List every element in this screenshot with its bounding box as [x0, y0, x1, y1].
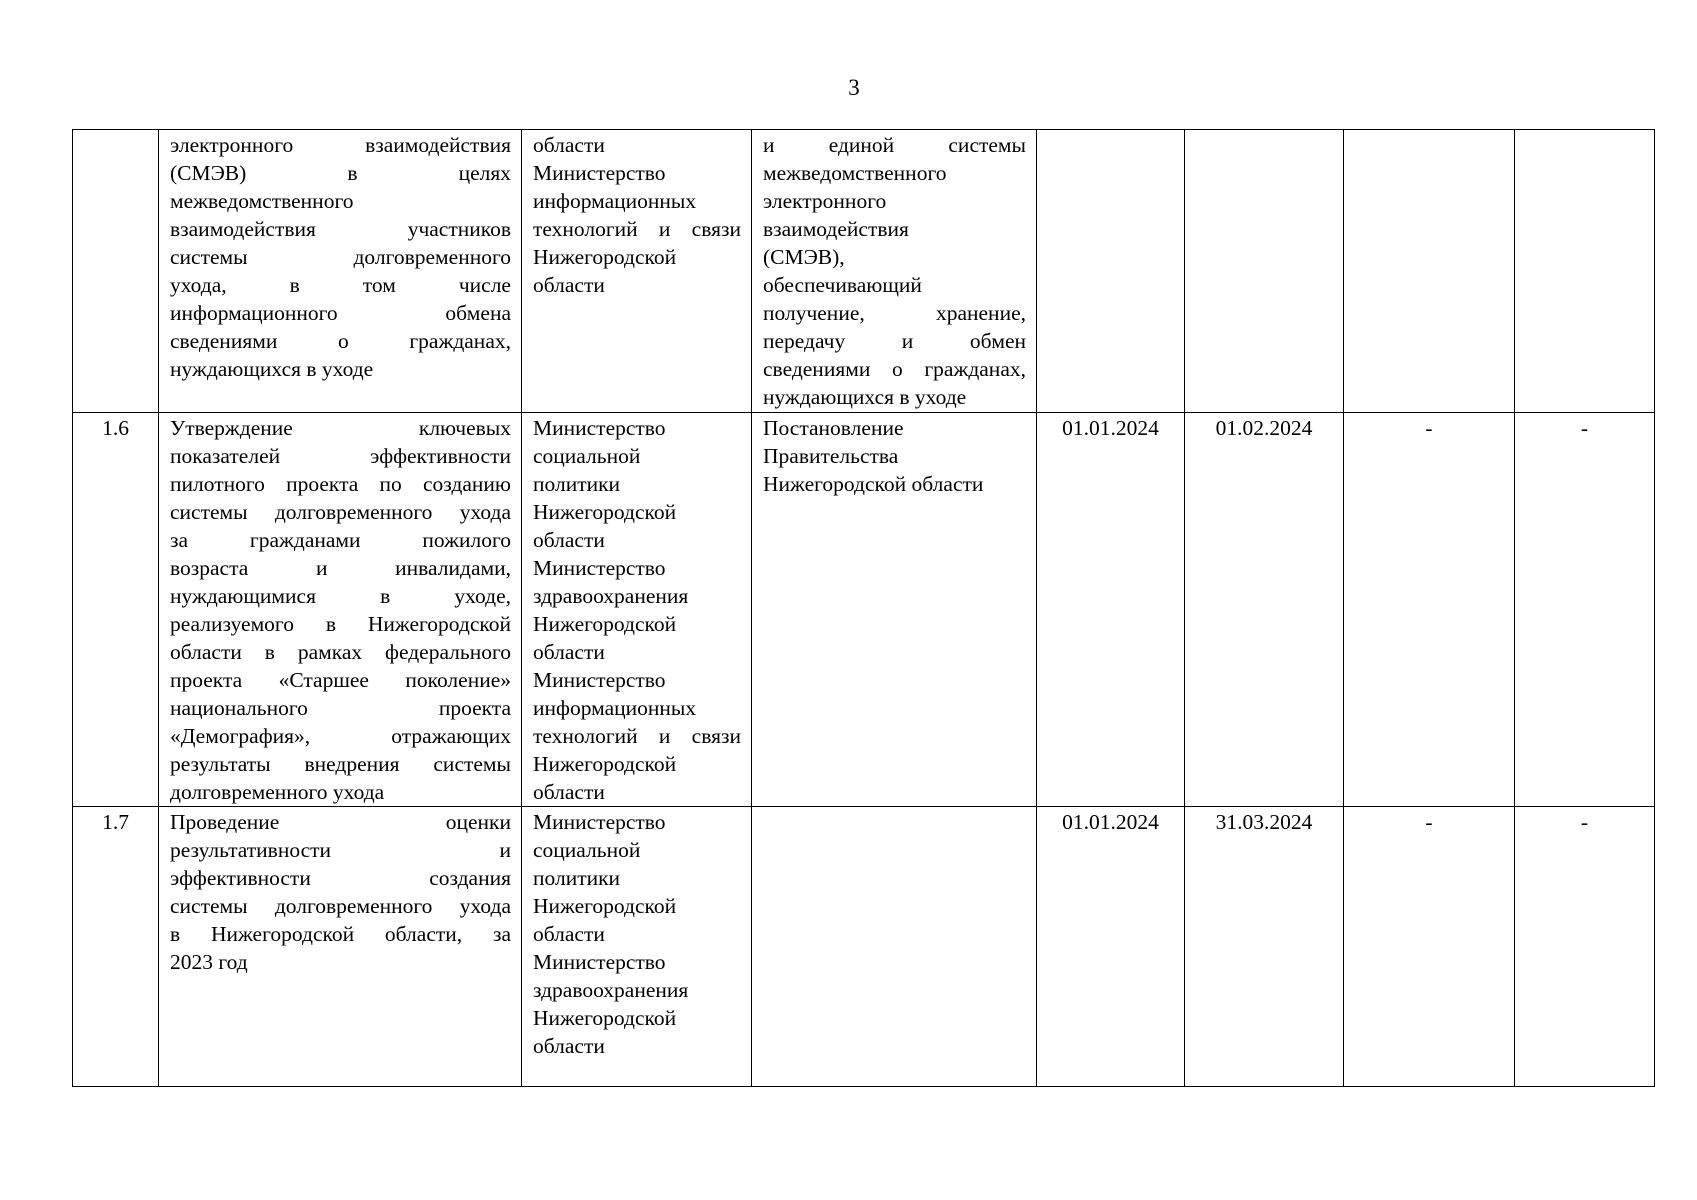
cell-line: Нижегородской области	[763, 472, 984, 496]
word: результативности	[170, 838, 332, 862]
cell-line: Министерство	[533, 416, 666, 440]
cell-line: информационных	[533, 696, 697, 720]
cell-responsible	[522, 130, 752, 413]
cell-paragraph	[533, 948, 741, 1060]
cell-paragraph	[533, 414, 741, 554]
word: и	[658, 724, 671, 748]
cell-line: Правительства	[763, 444, 899, 468]
word: том	[362, 273, 396, 297]
word: «Старшее	[278, 668, 369, 692]
cell-line: информационных	[533, 189, 697, 213]
cell-line: здравоохранения	[533, 584, 689, 608]
word: в	[170, 922, 181, 946]
word: ухода	[459, 500, 511, 524]
cell-line: Нижегородской	[533, 1006, 677, 1030]
cell-line	[763, 131, 1026, 159]
cell-col-7	[1344, 413, 1515, 807]
word: области	[170, 640, 242, 664]
cell-line: Министерство	[533, 161, 666, 185]
cell-line	[170, 610, 511, 638]
cell-responsible	[522, 807, 752, 1087]
cell-line	[170, 722, 511, 750]
word: единой	[828, 133, 895, 157]
word: по	[379, 472, 402, 496]
word: федерального	[385, 640, 511, 664]
table-row	[73, 130, 1655, 413]
cell-line: области	[533, 1034, 605, 1058]
word: электронного	[170, 133, 294, 157]
word: поколение»	[405, 668, 511, 692]
word: взаимодействия	[170, 217, 316, 241]
word: гражданах,	[409, 329, 511, 353]
word: ухода,	[170, 273, 227, 297]
word: долговременного	[274, 500, 433, 524]
word: долговременного	[353, 245, 511, 269]
cell-line	[170, 271, 511, 299]
word: в	[380, 584, 391, 608]
plan-table-body	[73, 130, 1655, 1087]
word: созданию	[423, 472, 511, 496]
word: проекта	[170, 668, 243, 692]
word: пилотного	[170, 472, 265, 496]
word: гражданах,	[924, 357, 1026, 381]
word: Нижегородской	[367, 612, 511, 636]
word: проекта	[286, 472, 359, 496]
cell-line	[170, 131, 511, 159]
cell-line	[170, 750, 511, 778]
cell-start-date-text	[1041, 131, 1180, 159]
cell-paragraph	[763, 131, 1026, 411]
word: обмен	[969, 329, 1026, 353]
cell-paragraph	[170, 808, 511, 976]
cell-line: взаимодействия	[763, 217, 909, 241]
word: долговременного	[274, 894, 433, 918]
cell-paragraph	[533, 666, 741, 806]
table-row	[73, 807, 1655, 1087]
cell-measure	[159, 130, 522, 413]
word: системы	[170, 894, 248, 918]
cell-line: Нижегородской	[533, 752, 677, 776]
cell-line	[170, 243, 511, 271]
cell-start-date-text: 01.01.2024	[1062, 810, 1159, 834]
word: и	[315, 556, 328, 580]
cell-start-date	[1037, 413, 1185, 807]
cell-line: (СМЭВ),	[763, 245, 845, 269]
word: о	[337, 329, 349, 353]
cell-end-date	[1185, 413, 1344, 807]
cell-col-8-text: -	[1580, 416, 1589, 440]
cell-line: политики	[533, 472, 621, 496]
cell-line	[170, 666, 511, 694]
cell-result	[752, 413, 1037, 807]
cell-line: обеспечивающий	[763, 273, 922, 297]
cell-number	[73, 130, 159, 413]
cell-line	[533, 722, 741, 750]
cell-result	[752, 130, 1037, 413]
cell-line: социальной	[533, 444, 641, 468]
cell-paragraph	[763, 414, 1026, 498]
word: сведениями	[170, 329, 278, 353]
word: возраста	[170, 556, 249, 580]
word: нуждающимися	[170, 584, 316, 608]
word: связи	[691, 217, 741, 241]
cell-line: области	[533, 273, 605, 297]
cell-line: Нижегородской	[533, 894, 677, 918]
cell-col-7	[1344, 807, 1515, 1087]
word: (СМЭВ)	[170, 161, 247, 185]
cell-line	[170, 892, 511, 920]
cell-start-date	[1037, 807, 1185, 1087]
word: в	[289, 273, 300, 297]
cell-line	[170, 470, 511, 498]
cell-col-8-text	[1519, 131, 1650, 159]
cell-line: области	[533, 133, 605, 157]
cell-line	[763, 355, 1026, 383]
cell-line	[170, 864, 511, 892]
word: внедрения	[304, 752, 400, 776]
cell-col-8	[1515, 130, 1655, 413]
cell-paragraph	[170, 414, 511, 806]
cell-line	[170, 526, 511, 554]
word: оценки	[445, 810, 511, 834]
cell-start-date-text: 01.01.2024	[1062, 416, 1159, 440]
word: отражающих	[391, 724, 511, 748]
word: системы	[170, 500, 248, 524]
word: в	[264, 640, 275, 664]
cell-number	[73, 807, 159, 1087]
cell-line: политики	[533, 866, 621, 890]
word: системы	[170, 245, 248, 269]
cell-responsible	[522, 413, 752, 807]
word: технологий	[533, 217, 638, 241]
word: пожилого	[422, 528, 511, 552]
cell-line	[763, 327, 1026, 355]
cell-line: области	[533, 640, 605, 664]
cell-col-7	[1344, 130, 1515, 413]
word: ключевых	[418, 416, 511, 440]
cell-line	[170, 554, 511, 582]
cell-line	[170, 414, 511, 442]
cell-line: нуждающихся в уходе	[763, 385, 967, 409]
word: Проведение	[170, 810, 280, 834]
word: системы	[948, 133, 1026, 157]
word: числе	[458, 273, 511, 297]
cell-col-7-text	[1348, 131, 1510, 159]
cell-line: области	[533, 528, 605, 552]
cell-line: нуждающихся в уходе	[170, 357, 374, 381]
word: и	[658, 217, 671, 241]
cell-measure	[159, 413, 522, 807]
cell-number-text: 1.7	[102, 810, 129, 834]
word: в	[325, 612, 336, 636]
cell-end-date	[1185, 807, 1344, 1087]
cell-line	[170, 215, 511, 243]
word: рамках	[297, 640, 363, 664]
word: области,	[384, 922, 463, 946]
cell-line: Нижегородской	[533, 500, 677, 524]
cell-start-date	[1037, 130, 1185, 413]
word: Утверждение	[170, 416, 293, 440]
word: взаимодействия	[365, 133, 511, 157]
word: создания	[429, 866, 511, 890]
cell-line: межведомственного	[170, 189, 354, 213]
cell-line: Министерство	[533, 556, 666, 580]
word: гражданами	[249, 528, 361, 552]
cell-paragraph	[533, 131, 741, 159]
word: результаты	[170, 752, 271, 776]
word: эффективности	[370, 444, 511, 468]
word: национального	[170, 696, 308, 720]
cell-line: Нижегородской	[533, 612, 677, 636]
word: о	[891, 357, 903, 381]
cell-line	[170, 498, 511, 526]
cell-line: Постановление	[763, 416, 904, 440]
cell-line	[170, 299, 511, 327]
cell-line	[763, 299, 1026, 327]
word: реализуемого	[170, 612, 294, 636]
word: передачу	[763, 329, 846, 353]
word: информационного	[170, 301, 338, 325]
cell-end-date-text: 01.02.2024	[1215, 416, 1313, 440]
cell-line	[170, 442, 511, 470]
plan-table	[72, 129, 1655, 1087]
cell-line: Нижегородской	[533, 245, 677, 269]
cell-line: межведомственного	[763, 161, 947, 185]
word: получение,	[763, 301, 865, 325]
cell-paragraph	[533, 808, 741, 948]
cell-col-8	[1515, 413, 1655, 807]
cell-line: Министерство	[533, 950, 666, 974]
cell-line: здравоохранения	[533, 978, 689, 1002]
cell-number	[73, 413, 159, 807]
word: за	[492, 922, 511, 946]
word: и	[763, 133, 775, 157]
cell-result	[752, 807, 1037, 1087]
cell-line: Министерство	[533, 810, 666, 834]
cell-paragraph	[170, 131, 511, 383]
word: инвалидами,	[395, 556, 511, 580]
word: технологий	[533, 724, 638, 748]
cell-line: социальной	[533, 838, 641, 862]
word: «Демография»,	[170, 724, 311, 748]
word: и	[499, 838, 511, 862]
cell-measure	[159, 807, 522, 1087]
cell-end-date-text	[1189, 131, 1339, 159]
cell-col-8-text: -	[1580, 810, 1589, 834]
cell-paragraph	[533, 159, 741, 299]
cell-paragraph	[533, 554, 741, 666]
word: сведениями	[763, 357, 871, 381]
cell-end-date-text: 31.03.2024	[1215, 810, 1313, 834]
cell-line: долговременного ухода	[170, 780, 385, 804]
page-number: 3	[848, 75, 860, 100]
word: участников	[407, 217, 511, 241]
cell-number-text	[77, 131, 154, 159]
table-row	[73, 413, 1655, 807]
word: обмена	[445, 301, 511, 325]
cell-line	[170, 582, 511, 610]
word: за	[170, 528, 189, 552]
cell-line	[170, 638, 511, 666]
cell-col-7-text: -	[1425, 810, 1433, 834]
word: и	[901, 329, 914, 353]
cell-number-text: 1.6	[102, 416, 129, 440]
word: связи	[691, 724, 741, 748]
word: системы	[433, 752, 511, 776]
cell-line	[170, 920, 511, 948]
word: Нижегородской	[210, 922, 355, 946]
word: уходе,	[454, 584, 511, 608]
cell-col-8	[1515, 807, 1655, 1087]
cell-line	[170, 836, 511, 864]
word: показателей	[170, 444, 281, 468]
word: ухода	[459, 894, 511, 918]
word: в	[347, 161, 358, 185]
word: проекта	[438, 696, 511, 720]
cell-line: области	[533, 922, 605, 946]
cell-col-7-text: -	[1425, 416, 1433, 440]
cell-line: Министерство	[533, 668, 666, 692]
cell-line	[170, 694, 511, 722]
word: целях	[458, 161, 511, 185]
cell-line: электронного	[763, 189, 887, 213]
cell-line: 2023 год	[170, 950, 248, 974]
word: хранение,	[935, 301, 1026, 325]
cell-line	[170, 159, 511, 187]
cell-line	[170, 327, 511, 355]
cell-line	[170, 808, 511, 836]
cell-end-date	[1185, 130, 1344, 413]
word: эффективности	[170, 866, 311, 890]
cell-line: области	[533, 780, 605, 804]
cell-line	[533, 215, 741, 243]
